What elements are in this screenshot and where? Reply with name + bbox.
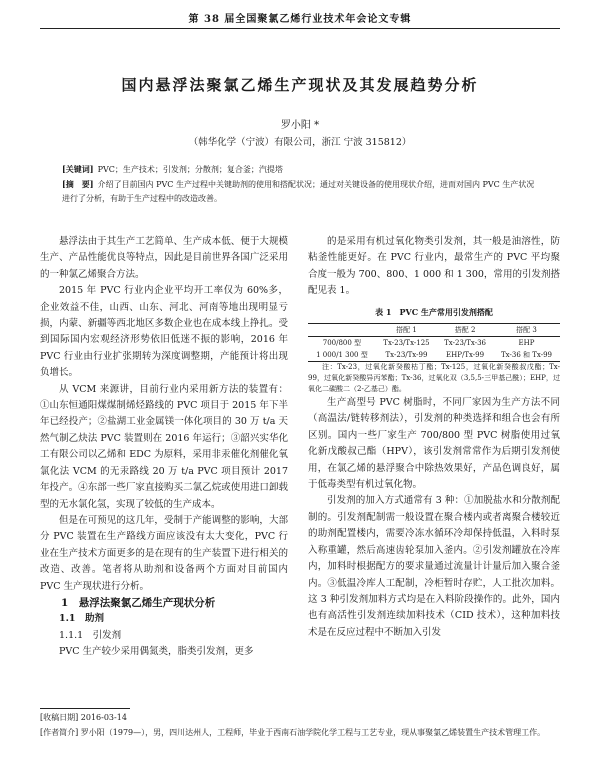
table-cell: Tx-36 和 Tx-99 bbox=[501, 351, 552, 360]
abstract-text: 介绍了目前国内 PVC 生产过程中关键助剂的使用和搭配状况；通过对关键设备的使用现状介绍，进而对国内 PVC 生产状况进行了分析，有助于生产过程中的改造改善。 bbox=[62, 180, 535, 203]
body-paragraph: 的是采用有机过氧化物类引发剂，其一般是油溶性，防粘釜性能更好。在 PVC 行业内，最常生产的 PVC 平均聚合度一般为 700、800、1 000 和 1 300，常用的引发剂搭配见表 1。 bbox=[308, 236, 560, 297]
subsubsection-heading: 1.1.1 引发剂 bbox=[59, 629, 122, 641]
body-paragraph: 生产高型号 PVC 树脂时，不同厂家因为生产方法不同（高温法/链转移剂法），引发剂的种类选择和组合也会有所区别。国内一些厂家生产 700/800 型 PVC 树脂使用过氧化新戊酸叔己酯（HPV），该引发剂常常作为后期引发剂使用，在氯乙烯的悬浮聚合中除热效果好，产品色调良好，属于低毒类型有机过氧化物。 bbox=[308, 397, 560, 491]
table-cell: EHP/Tx-99 bbox=[446, 351, 485, 360]
keywords-text: PVC；生产技术；引发剂；分散剂；复合釜；汽提塔 bbox=[97, 165, 283, 174]
body-paragraph: 2015 年 PVC 行业内企业平均开工率仅为 60%多，企业效益不佳，山西、山东、河北、河南等地出现明显亏损，内蒙、新疆等西北地区多数企业也在成本线上挣扎。受到国际国内宏观经济形势依旧低迷不振的影响，2016 年 PVC 行业由行业扩张期转为深度调整期，产能预计将出现负增长。 bbox=[40, 285, 288, 379]
abstract-line bbox=[62, 177, 538, 206]
footnote-rule bbox=[40, 708, 130, 709]
author-affiliation: （韩华化学（宁波）有限公司，浙江 宁波 315812） bbox=[188, 137, 412, 148]
table-cell: Tx-23/Tx-99 bbox=[385, 351, 428, 360]
table-header-cell: 搭配 1 bbox=[396, 326, 417, 335]
running-header: 第 38 届全国聚氯乙烯行业技术年会论文专辑 bbox=[188, 14, 412, 25]
table-row bbox=[308, 349, 560, 362]
footnote-received: [收稿日期] 2016-03-14 bbox=[40, 713, 127, 722]
table-note: 注：Tx-23，过氧化新癸酸枯丁酯；Tx-125，过氧化新癸酸叔戊酯；Tx-99，过氧化新癸酸异丙苯酯；Tx-36，过氧化双（3,5,5-三甲基己酰）；EHP，过氧化二碳酸二（2-乙基己）酯。 bbox=[308, 363, 560, 394]
body-paragraph: 但是在可预见的这几年，受制于产能调整的影响，大部分 PVC 装置在生产路线方面应该没有太大变化，PVC 行业在生产技术方面更多的是在现有的生产装置下进行相关的改造、改善。笔者将从助剂和设备两个方面对目前国内 PVC 生产现状进行分析。 bbox=[40, 514, 288, 592]
header-rule bbox=[40, 28, 560, 29]
left-column bbox=[40, 234, 288, 661]
body-paragraph: 悬浮法由于其生产工艺简单、生产成本低、便于大规模生产、产品性能优良等特点，因此是目前世界各国广泛采用的一种氯乙烯聚合方法。 bbox=[40, 236, 288, 280]
table-header-cell: 搭配 3 bbox=[516, 326, 537, 335]
abstract-block bbox=[62, 162, 538, 206]
right-column bbox=[308, 234, 560, 641]
table-cell: 1 000/1 300 型 bbox=[316, 351, 368, 360]
body-paragraph: PVC 生产较少采用偶氮类，脂类引发剂，更多 bbox=[59, 646, 254, 658]
body-paragraph: 从 VCM 来源讲，目前行业内采用新方法的装置有：①山东恒通阳煤煤制烯烃路线的 PVC 项目于 2015 年下半年已经投产；②盐湖工业金属镁一体化项目的 30 万 t/a 天然气制乙炔法 PVC 装置则在 2016 年运行；③韶兴实华化工有限公司以乙烯和 EDC 为原料，采用非汞催化剂催化氧氯化法 VCM 的无汞路线 20 万 t/a PVC 项目预计 2017 年投产。④东部一些厂家直接购买二氯乙烷或使用进口卸载型的无水氯化氢，实现了较低的生产成本。 bbox=[40, 383, 288, 510]
keywords-line bbox=[62, 162, 538, 177]
section-heading: 1 悬浮法聚氯乙烯生产现状分析 bbox=[61, 596, 216, 609]
body-paragraph: 引发剂的加入方式通常有 3 种：①加脱盐水和分散剂配制的。引发剂配制需一般设置在聚合楼内或者离聚合楼较近的助剂配置楼内，需要冷冻水循环冷却保持低温，入料时泵入称重罐，然后高速齿轮泵加入釜内。②引发剂罐放在冷库内，加料时根据配方的要求量通过流量计计量后加入聚合釜内。③低温冷库人工配制，冷柜暂时存贮，人工批次加料。这 3 种引发剂加料方式均是在入料阶段操作的。此外，国内也有高活性引发剂连续加料技术（CID 技术），这种加料技术是在反应过程中不断加入引发 bbox=[308, 495, 560, 638]
author-name: 罗小阳 * bbox=[280, 120, 320, 131]
initiator-table bbox=[308, 323, 560, 362]
table-header-cell bbox=[308, 324, 376, 337]
table-header-row bbox=[308, 324, 560, 337]
table-header-cell: 搭配 2 bbox=[454, 326, 476, 335]
table-cell: EHP bbox=[518, 339, 535, 348]
table-cell: 700/800 型 bbox=[322, 339, 362, 348]
table-cell: Tx-23/Tx-36 bbox=[444, 339, 487, 348]
subsection-heading: 1.1 助剂 bbox=[59, 613, 105, 625]
abstract-label: [摘 要] bbox=[62, 179, 94, 189]
table-row bbox=[308, 337, 560, 350]
keywords-label: [关键词] bbox=[62, 164, 94, 174]
paper-title: 国内悬浮法聚氯乙烯生产现状及其发展趋势分析 bbox=[121, 76, 479, 94]
footnote-author: [作者简介] 罗小阳（1979—），男，四川达州人，工程师，毕业于西南石油学院化学工程与工艺专业，现从事聚氯乙烯装置生产技术管理工作。 bbox=[40, 728, 546, 737]
table-title: 表 1 PVC 生产常用引发剂搭配 bbox=[375, 306, 493, 317]
table-cell: Tx-23/Tx-125 bbox=[383, 339, 430, 348]
